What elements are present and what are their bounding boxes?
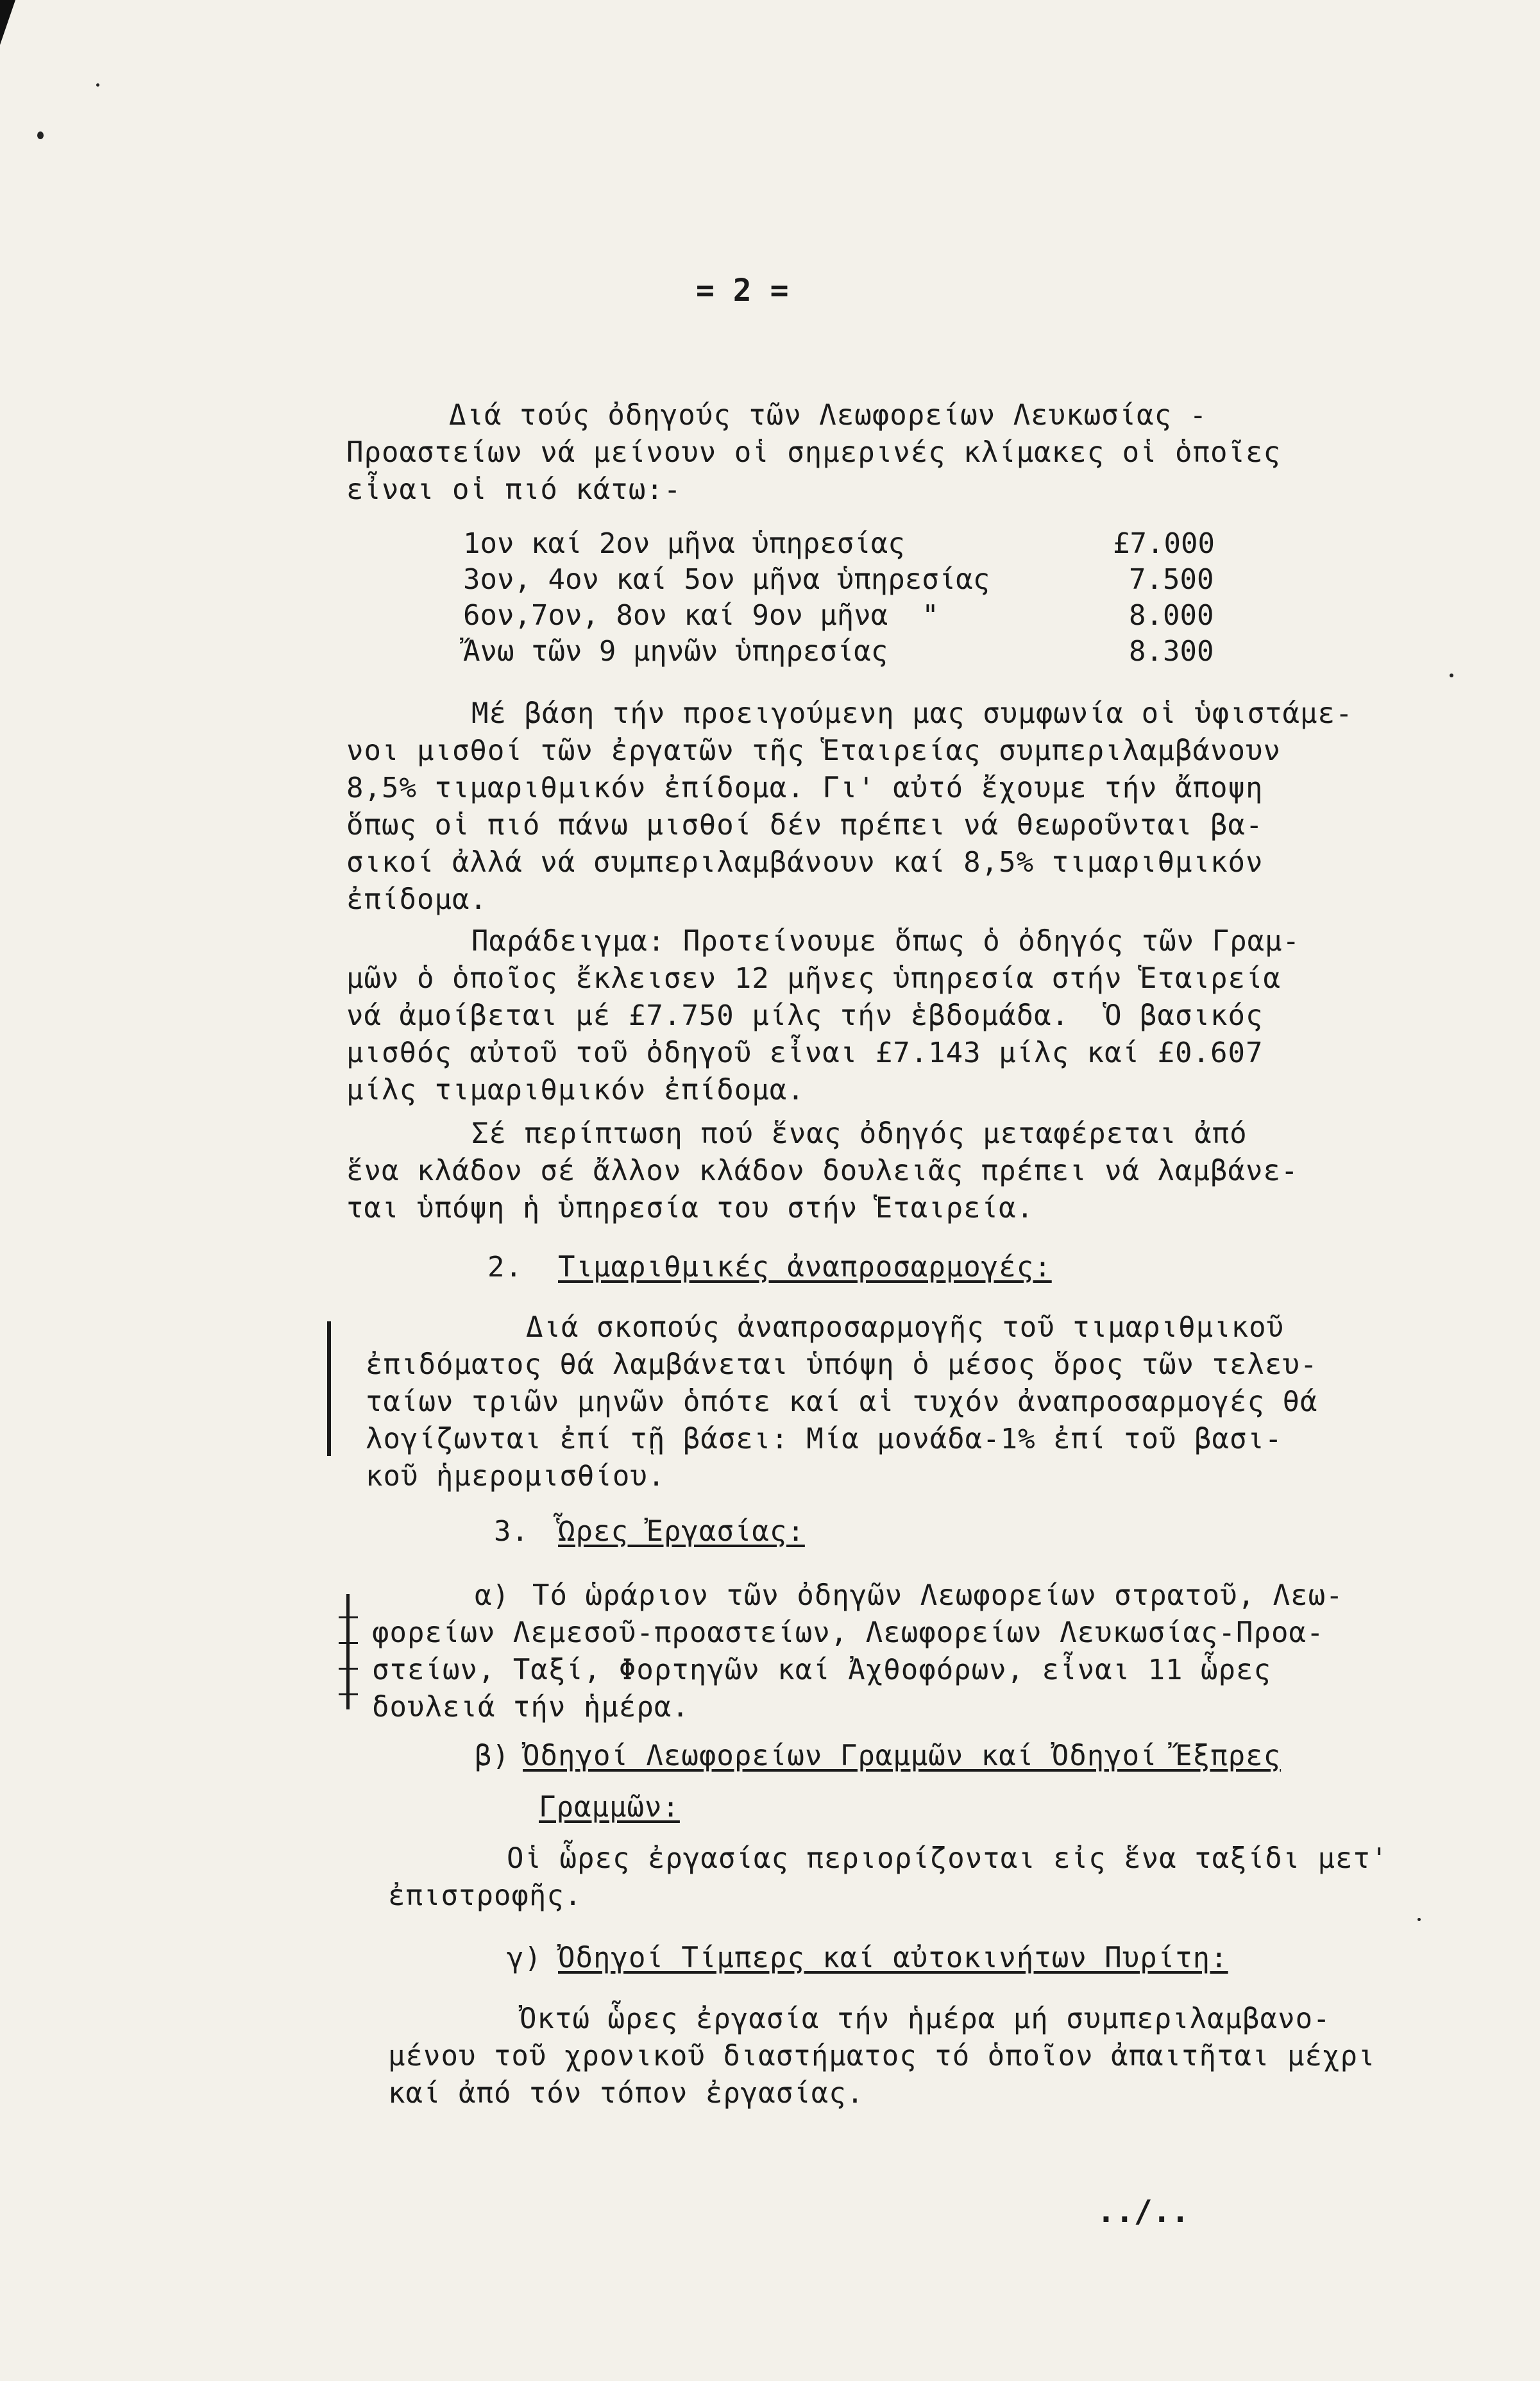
paragraph-line: Παράδειγμα: Προτείνουμε ὅπως ὁ ὀδηγός τῶν Γραμ- [471, 925, 1301, 958]
paragraph-line: Τό ὡράριον τῶν ὀδηγῶν Λεωφορείων στρατοῦ, Λεω- [532, 1579, 1344, 1612]
paragraph-line: κοῦ ἡμερομισθίου. [366, 1460, 666, 1493]
paragraph-line: ἐπίδομα. [346, 883, 487, 916]
paragraph-line: Διά σκοπούς ἀναπροσαρμογῆς τοῦ τιμαριθμικοῦ [526, 1311, 1285, 1344]
paragraph-line: καί ἀπό τόν τόπον ἐργασίας. [388, 2077, 865, 2110]
paragraph-line: ται ὑπόψη ἡ ὑπηρεσία του στήν Ἑταιρεία. [346, 1192, 1035, 1224]
margin-line-mark [346, 1594, 350, 1709]
schedule-amount: 7.500 [1129, 563, 1214, 596]
section-heading: Τιμαριθμικές ἀναπροσαρμογές: [558, 1251, 1052, 1284]
paragraph-line: φορείων Λεμεσοῦ-προαστείων, Λεωφορείων Λευκωσίας-Προα- [372, 1616, 1324, 1649]
section-number: 2. [487, 1251, 523, 1284]
paragraph-line: σικοί ἀλλά νά συμπεριλαμβάνουν καί 8,5% τιμαριθμικόν [346, 846, 1264, 879]
schedule-amount: 8.300 [1129, 635, 1214, 668]
paragraph-line: μίλς τιμαριθμικόν ἐπίδομα. [346, 1074, 805, 1106]
section-heading: Ὧρες Ἐργασίας: [558, 1515, 805, 1548]
paragraph-line: νοι μισθοί τῶν ἐργατῶν τῆς Ἑταιρείας συμπεριλαμβάνουν [346, 734, 1281, 767]
schedule-period: Ἄνω τῶν 9 μηνῶν ὑπηρεσίας [463, 635, 888, 668]
paragraph-line: μισθός αὐτοῦ τοῦ ὀδηγοῦ εἶναι £7.143 μίλς καί £0.607 [346, 1037, 1264, 1069]
paragraph-line: ὅπως οἱ πιό πάνω μισθοί δέν πρέπει νά θεωροῦνται βα- [346, 809, 1264, 842]
intro-line: Προαστείων νά μείνουν οἱ σημερινές κλίμακες οἱ ὁποῖες [346, 436, 1281, 469]
item-heading: Γραμμῶν: [539, 1791, 680, 1824]
paragraph-line: ταίων τριῶν μηνῶν ὁπότε καί αἱ τυχόν ἀναπροσαρμογές θά [366, 1385, 1318, 1418]
item-heading: Ὀδηγοί Τίμπερς καί αὐτοκινήτων Πυρίτη: [558, 1942, 1228, 1974]
paragraph-line: ἕνα κλάδον σέ ἄλλον κλάδον δουλειᾶς πρέπει νά λαμβάνε- [346, 1155, 1299, 1187]
item-label: γ) [507, 1942, 542, 1974]
scan-speck [37, 131, 44, 139]
paragraph-line: δουλειά τήν ἡμέρα. [372, 1691, 690, 1724]
section-number: 3. [494, 1515, 529, 1548]
paragraph-line: νά ἀμοίβεται μέ £7.750 μίλς τήν ἑβδομάδα. Ὁ βασικός [346, 999, 1264, 1032]
paragraph-line: ἐπιστροφῆς. [388, 1879, 582, 1912]
item-label: β) [475, 1740, 510, 1772]
intro-line: εἶναι οἱ πιό κάτω:- [346, 473, 682, 506]
margin-line-mark [327, 1321, 331, 1456]
margin-tick-mark [339, 1642, 358, 1644]
paragraph-line: μῶν ὁ ὁποῖος ἔκλεισεν 12 μῆνες ὑπηρεσία στήν Ἑταιρεία [346, 962, 1281, 995]
margin-tick-mark [339, 1668, 358, 1670]
paragraph-line: Ὀκτώ ὧρες ἐργασία τήν ἡμέρα μή συμπεριλαμβανο- [520, 2003, 1331, 2035]
schedule-amount: £7.000 [1113, 527, 1215, 560]
item-label: α) [475, 1579, 510, 1612]
scan-speck [96, 83, 99, 87]
paragraph-line: ἐπιδόματος θά λαμβάνεται ὑπόψη ὁ μέσος ὅρος τῶν τελευ- [366, 1348, 1318, 1381]
margin-tick-mark [339, 1616, 358, 1618]
page-number: = 2 = [696, 273, 789, 309]
scan-corner-mark [0, 0, 15, 45]
schedule-period: 1ον καί 2ον μῆνα ὑπηρεσίας [463, 527, 905, 560]
schedule-period: 6ον,7ον, 8ον καί 9ον μῆνα " [463, 599, 939, 632]
scan-speck [1417, 1918, 1421, 1921]
paragraph-line: Μέ βάση τήν προειγούμενη μας συμφωνία οἱ ὑφιστάμε- [471, 697, 1353, 730]
paragraph-line: στείων, Ταξί, Φορτηγῶν καί Ἀχθοφόρων, εἶναι 11 ὧρες [372, 1654, 1272, 1686]
margin-tick-mark [339, 1693, 358, 1695]
intro-line: Διά τούς ὀδηγούς τῶν Λεωφορείων Λευκωσίας - [449, 399, 1208, 432]
paragraph-line: λογίζωνται ἐπί τῇ βάσει: Μία μονάδα-1% ἐπί τοῦ βασι- [366, 1423, 1283, 1455]
schedule-period: 3ον, 4ον καί 5ον μῆνα ὑπηρεσίας [463, 563, 990, 596]
paragraph-line: Οἱ ὧρες ἐργασίας περιορίζονται εἰς ἕνα ταξίδι μετ' [507, 1842, 1389, 1875]
scan-speck [1450, 674, 1453, 677]
schedule-amount: 8.000 [1129, 599, 1214, 632]
item-heading: Ὀδηγοί Λεωφορείων Γραμμῶν καί Ὀδηγοί Ἔξπρες [523, 1740, 1282, 1772]
paragraph-line: Σέ περίπτωση πού ἕνας ὀδηγός μεταφέρεται ἀπό [471, 1117, 1248, 1150]
continuation-mark: ../.. [1097, 2194, 1190, 2230]
paragraph-line: 8,5% τιμαριθμικόν ἐπίδομα. Γι' αὐτό ἔχουμε τήν ἄποψη [346, 772, 1264, 804]
paragraph-line: μένου τοῦ χρονικοῦ διαστήματος τό ὁποῖον ἀπαιτῆται μέχρι [388, 2040, 1376, 2072]
